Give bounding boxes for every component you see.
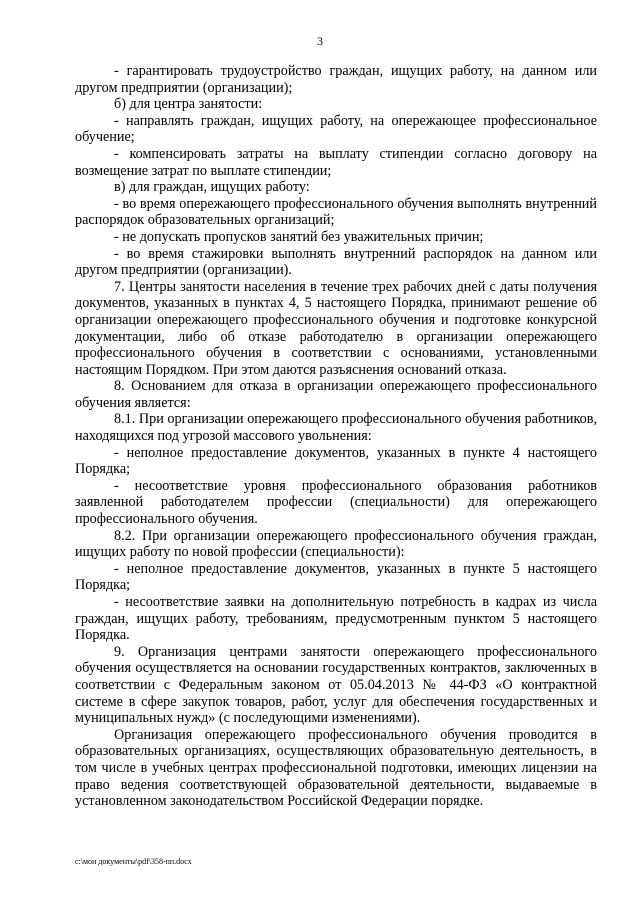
- paragraph: 9. Организация центрами занятости опережающего профессионального обучения осуществляется на основании государственных контрактов, заключенных в соответствии с Федеральным законом от 05.04.2013 № 44-ФЗ «О контрактной системе в сфере закупок товаров, работ, услуг для обеспечения государственных и муниципальных нужд» (с последующими изменениями).: [75, 643, 597, 727]
- paragraph: - во время опережающего профессионального обучения выполнять внутренний распорядок образовательных организаций;: [75, 195, 597, 229]
- footer-file-path: c:\мои документы\pdf\358-пп.docx: [75, 857, 192, 866]
- paragraph: б) для центра занятости:: [114, 96, 263, 113]
- paragraph: 8.1. При организации опережающего профессионального обучения работников, находящихся под угрозой массового увольнения:: [75, 411, 597, 445]
- paragraph: - несоответствие уровня профессионального образования работников заявленной работодателем профессии (специальности) для опережающего профессионального обучения.: [75, 477, 597, 528]
- document-body: [75, 63, 597, 810]
- paragraph: Организация опережающего профессионального обучения проводится в образовательных организациях, осуществляющих образовательную деятельность, в том числе в учебных центрах профессиональной подготовки, имеющих лицензии на право ведения соответствующей образовательной деятельности, выдаваемые в установленном законодательством Российской Федерации порядке.: [75, 726, 597, 810]
- paragraph: 8.2. При организации опережающего профессионального обучения граждан, ищущих работу по новой профессии (специальности):: [75, 527, 597, 561]
- paragraph: в) для граждан, ищущих работу:: [114, 179, 310, 196]
- paragraph: - несоответствие заявки на дополнительную потребность в кадрах из числа граждан, ищущих работу, требованиям, предусмотренным пунктом 5 настоящего Порядка.: [75, 594, 597, 644]
- paragraph: - неполное предоставление документов, указанных в пункте 4 настоящего Порядка;: [75, 444, 597, 478]
- paragraph: - неполное предоставление документов, указанных в пункте 5 настоящего Порядка;: [75, 560, 597, 594]
- paragraph: - не допускать пропусков занятий без уважительных причин;: [114, 228, 484, 245]
- page-number: 3: [317, 34, 323, 48]
- paragraph: - гарантировать трудоустройство граждан, ищущих работу, на данном или другом предприятии (организации);: [75, 63, 597, 96]
- paragraph: - компенсировать затраты на выплату стипендии согласно договору на возмещение затрат по выплате стипендии;: [75, 145, 597, 179]
- paragraph: 7. Центры занятости населения в течение трех рабочих дней с даты получения документов, указанных в пунктах 4, 5 настоящего Порядка, принимают решение об организации опережающего профессионального обучения и подготовке конкурсной документации, либо об отказе работодателю в организации опережающего профессионального обучения в соответствии с основаниями, установленными настоящим Порядком. При этом даются разъяснения оснований отказа.: [75, 278, 597, 378]
- paragraph: 8. Основанием для отказа в организации опережающего профессионального обучения является:: [75, 378, 597, 411]
- paragraph: - во время стажировки выполнять внутренний распорядок на данном или другом предприятии (организации).: [75, 245, 597, 279]
- paragraph: - направлять граждан, ищущих работу, на опережающее профессиональное обучение;: [75, 112, 597, 146]
